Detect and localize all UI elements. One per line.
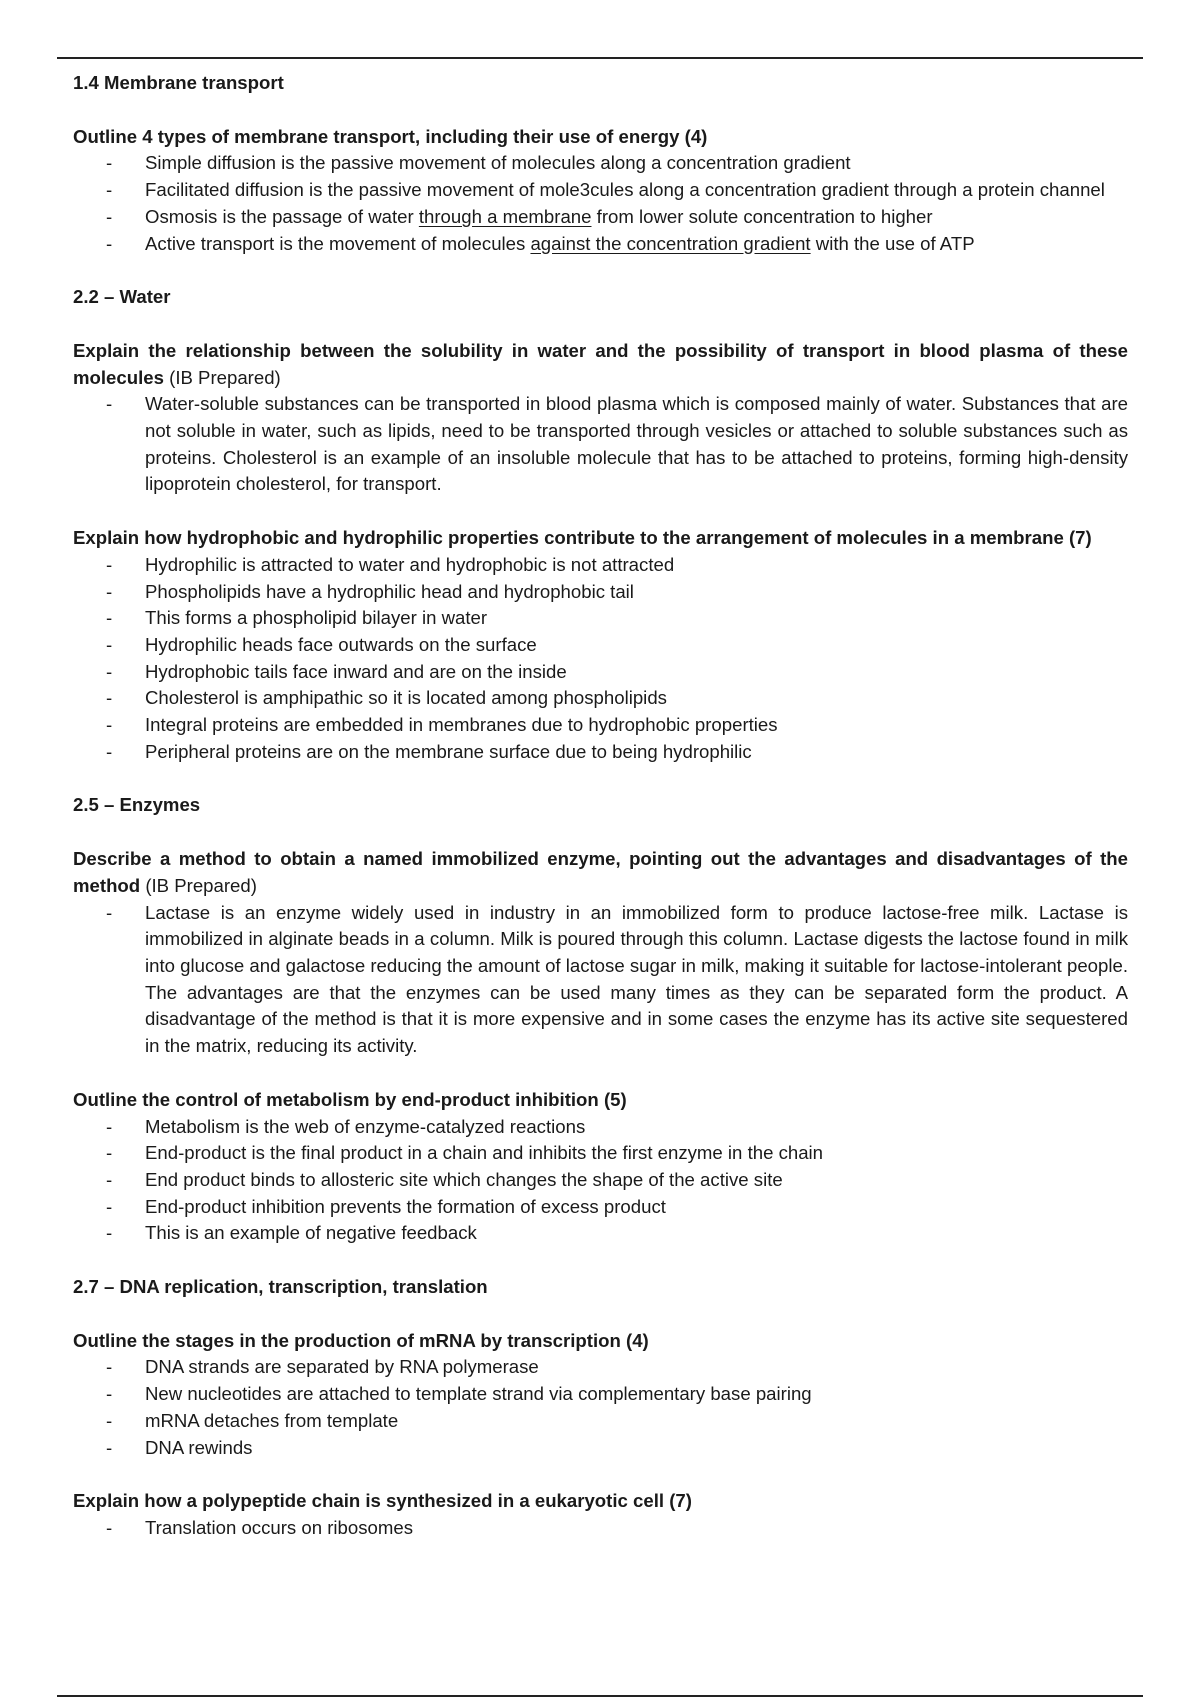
underlined-text: through a membrane <box>418 205 592 227</box>
question <box>73 124 1128 151</box>
answer-item <box>73 1167 1128 1194</box>
dash-bullet: - <box>106 1409 113 1431</box>
answer-text: End-product is the final product in a chain and inhibits the first enzyme in the chain <box>145 1142 824 1164</box>
question <box>73 338 1128 391</box>
answer-text: Water-soluble substances can be transported in blood plasma which is composed mainly of water. Substances that are not soluble in water, such as lipids, need to be transported through vesicles or attached to soluble substances such as proteins. Cholesterol is an example of an insoluble molecule that has to be attached to proteins, forming high-density lipoprotein cholesterol, for transport. <box>145 393 1128 495</box>
answer-text: Translation occurs on ribosomes <box>145 1516 414 1538</box>
dash-bullet: - <box>106 393 113 415</box>
answer-list <box>73 552 1128 766</box>
answer-item <box>73 1515 1128 1542</box>
question-note: (IB Prepared) <box>145 874 257 896</box>
underlined-text: against the concentration gradient <box>530 232 811 254</box>
answer-list <box>73 391 1128 498</box>
answer-text: Simple diffusion is the passive movement of molecules along a concentration gradient <box>145 152 851 174</box>
answer-text: Hydrophilic is attracted to water and hydrophobic is not attracted <box>145 553 675 575</box>
dash-bullet: - <box>106 232 113 254</box>
answer-text-tail: with the use of ATP <box>810 232 975 254</box>
dash-bullet: - <box>106 205 113 227</box>
answer-text: Phospholipids have a hydrophilic head and hydrophobic tail <box>145 580 634 602</box>
top-rule <box>57 57 1143 59</box>
answer-text: DNA rewinds <box>145 1436 253 1458</box>
answer-item <box>73 1140 1128 1167</box>
answer-item <box>73 1435 1128 1462</box>
answer-text: Peripheral proteins are on the membrane surface due to being hydrophilic <box>145 740 752 762</box>
answer-list <box>73 1114 1128 1248</box>
question-title: Outline the control of metabolism by end-product inhibition (5) <box>73 1088 627 1110</box>
dash-bullet: - <box>106 687 113 709</box>
answer-text: Osmosis is the passage of water <box>145 205 419 227</box>
dash-bullet: - <box>106 553 113 575</box>
answer-list <box>73 900 1128 1060</box>
answer-item <box>73 391 1128 498</box>
answer-item <box>73 1220 1128 1247</box>
dash-bullet: - <box>106 1383 113 1405</box>
answer-text: Metabolism is the web of enzyme-catalyzed reactions <box>145 1115 586 1137</box>
dash-bullet: - <box>106 1195 113 1217</box>
document-body <box>73 70 1128 1569</box>
section-heading: 2.2 – Water <box>73 286 171 308</box>
answer-item <box>73 579 1128 606</box>
answer-text: mRNA detaches from template <box>145 1409 399 1431</box>
question <box>73 846 1128 899</box>
question-title: Describe a method to obtain a named immobilized enzyme, pointing out the advantages and disadvantages of the method <box>73 848 1128 896</box>
answer-text-tail: from lower solute concentration to higher <box>591 205 933 227</box>
answer-item <box>73 739 1128 766</box>
answer-text: Facilitated diffusion is the passive movement of mole3cules along a concentration gradient through a protein channel <box>145 179 1105 201</box>
dash-bullet: - <box>106 1142 113 1164</box>
question <box>73 525 1128 552</box>
answer-item <box>73 204 1128 231</box>
answer-text: Cholesterol is amphipathic so it is located among phospholipids <box>145 687 667 709</box>
dash-bullet: - <box>106 607 113 629</box>
answer-item <box>73 150 1128 177</box>
answer-text: Integral proteins are embedded in membranes due to hydrophobic properties <box>145 714 778 736</box>
answer-item <box>73 552 1128 579</box>
question-title: Explain how a polypeptide chain is synthesized in a eukaryotic cell (7) <box>73 1490 692 1512</box>
answer-item <box>73 685 1128 712</box>
question-title: Explain how hydrophobic and hydrophilic properties contribute to the arrangement of molecules in a membrane (7) <box>73 527 1092 549</box>
dash-bullet: - <box>106 580 113 602</box>
answer-item <box>73 231 1128 258</box>
dash-bullet: - <box>106 1168 113 1190</box>
question-note: (IB Prepared) <box>169 366 281 388</box>
dash-bullet: - <box>106 633 113 655</box>
dash-bullet: - <box>106 740 113 762</box>
answer-item <box>73 632 1128 659</box>
dash-bullet: - <box>106 179 113 201</box>
section-heading: 2.7 – DNA replication, transcription, translation <box>73 1276 488 1298</box>
dash-bullet: - <box>106 1222 113 1244</box>
question <box>73 1087 1128 1114</box>
dash-bullet: - <box>106 1115 113 1137</box>
dash-bullet: - <box>106 1436 113 1458</box>
answer-list <box>73 150 1128 257</box>
dash-bullet: - <box>106 660 113 682</box>
answer-item <box>73 177 1128 204</box>
dash-bullet: - <box>106 1356 113 1378</box>
answer-text: Hydrophilic heads face outwards on the surface <box>145 633 537 655</box>
answer-list <box>73 1515 1128 1542</box>
dash-bullet: - <box>106 714 113 736</box>
bottom-rule <box>57 1695 1143 1697</box>
dash-bullet: - <box>106 1516 113 1538</box>
answer-text: This forms a phospholipid bilayer in water <box>145 607 488 629</box>
answer-text: New nucleotides are attached to template strand via complementary base pairing <box>145 1383 812 1405</box>
answer-text: Hydrophobic tails face inward and are on the inside <box>145 660 567 682</box>
answer-item <box>73 1194 1128 1221</box>
question-title: Outline 4 types of membrane transport, including their use of energy (4) <box>73 125 708 147</box>
question-title: Outline the stages in the production of mRNA by transcription (4) <box>73 1329 649 1351</box>
answer-item <box>73 1354 1128 1381</box>
answer-item <box>73 605 1128 632</box>
answer-item <box>73 1408 1128 1435</box>
section-heading: 1.4 Membrane transport <box>73 72 284 93</box>
dash-bullet: - <box>106 901 113 923</box>
answer-list <box>73 1354 1128 1461</box>
answer-item <box>73 900 1128 1060</box>
answer-text: Active transport is the movement of molecules <box>145 232 531 254</box>
answer-item <box>73 1381 1128 1408</box>
answer-text: End-product inhibition prevents the formation of excess product <box>145 1195 666 1217</box>
answer-item <box>73 1114 1128 1141</box>
dash-bullet: - <box>106 152 113 174</box>
question <box>73 1328 1128 1355</box>
answer-text: Lactase is an enzyme widely used in industry in an immobilized form to produce lactose-free milk. Lactase is immobilized in alginate beads in a column. Milk is poured through this column. Lactase digests the lactose found in milk into glucose and galactose reducing the amount of lactose sugar in milk, making it suitable for lactose-intolerant people. The advantages are that the enzymes can be used many times as they can be separated form the product. A disadvantage of the method is that it is more expensive and in some cases the enzyme has its active site sequestered in the matrix, reducing its activity. <box>145 901 1128 1057</box>
answer-item <box>73 659 1128 686</box>
answer-item <box>73 712 1128 739</box>
answer-text: This is an example of negative feedback <box>145 1222 477 1244</box>
question-title: Explain the relationship between the solubility in water and the possibility of transport in blood plasma of these molecules <box>73 339 1128 388</box>
question <box>73 1488 1128 1515</box>
answer-text: End product binds to allosteric site which changes the shape of the active site <box>145 1168 783 1190</box>
answer-text: DNA strands are separated by RNA polymerase <box>145 1356 539 1378</box>
section-heading: 2.5 – Enzymes <box>73 794 201 816</box>
